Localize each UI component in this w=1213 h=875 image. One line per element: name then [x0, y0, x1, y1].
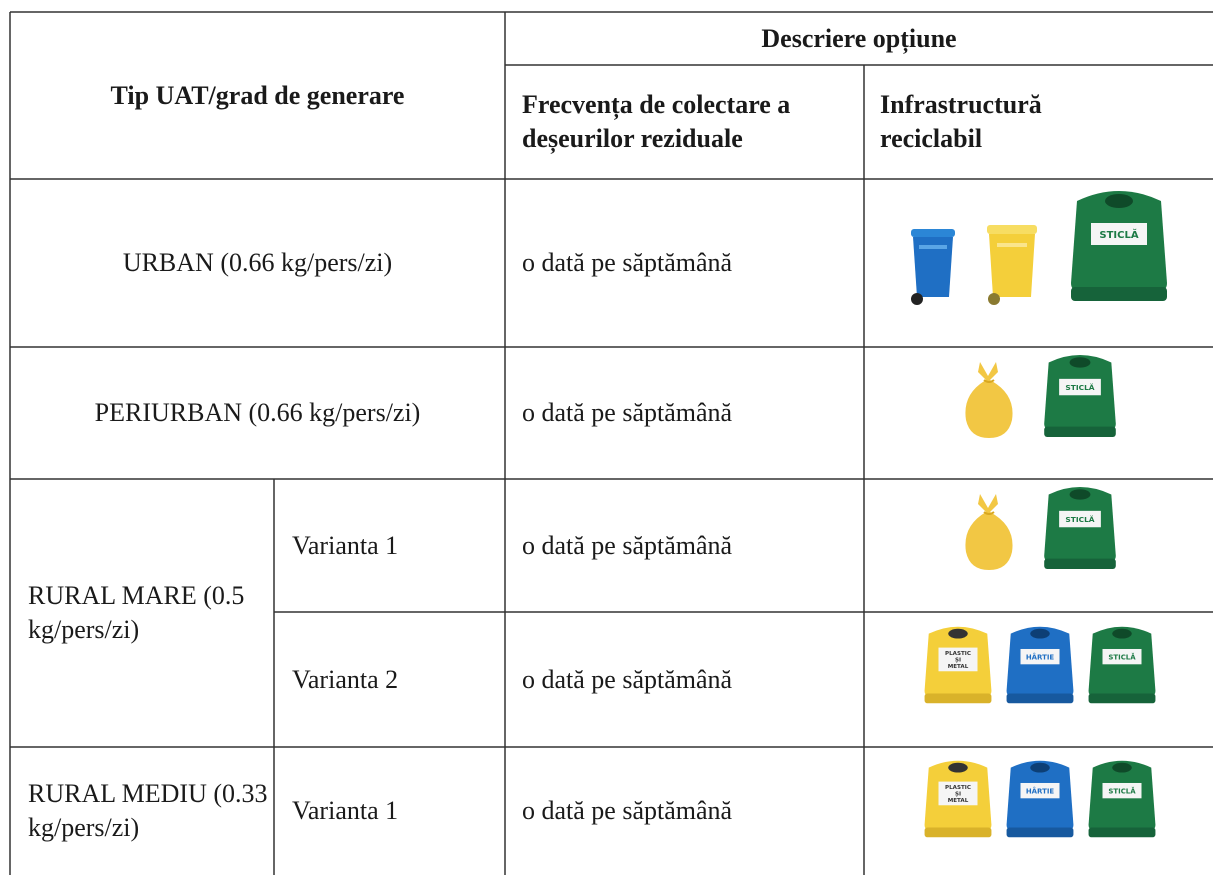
plastic-label-3: METAL: [947, 797, 968, 804]
row-periurban-icons: [866, 350, 1213, 440]
plastic-container-icon: [919, 622, 997, 708]
garbage-bag-icon: [958, 360, 1020, 440]
row-urban-frequency: o dată pe săptămână: [522, 248, 733, 277]
paper-container-icon: [1001, 756, 1079, 842]
row-rural-mare-v1-icons: [866, 482, 1213, 572]
glass-label: STICLĂ: [1064, 515, 1095, 525]
wheelie-bin-yellow-icon: [981, 223, 1043, 305]
row-rural-mare-v2-variant: Varianta 2: [292, 664, 399, 694]
plastic-label-1: PLASTIC: [944, 651, 971, 658]
glass-container-icon: [1083, 622, 1161, 708]
row-periurban-type: PERIURBAN (0.66 kg/pers/zi): [94, 398, 421, 427]
paper-container-icon: [1001, 622, 1079, 708]
plastic-label-1: PLASTIC: [944, 785, 971, 792]
row-rural-mediu-icons: [866, 750, 1213, 842]
row-rural-mare-v2-icons: [866, 616, 1213, 708]
paper-label: HÂRTIE: [1025, 653, 1054, 662]
row-rural-mare-v2-frequency: o dată pe săptămână: [522, 664, 733, 694]
wheelie-bin-blue-icon: [905, 227, 961, 305]
glass-container-icon: [1083, 756, 1161, 842]
glass-label: STICLĂ: [1098, 230, 1139, 241]
row-urban-type: URBAN (0.66 kg/pers/zi): [122, 248, 393, 277]
plastic-label-2: ȘI: [954, 657, 961, 664]
row-rural-mare-v1-variant: Varianta 1: [292, 530, 399, 560]
glass-label: STICLĂ: [1064, 383, 1095, 393]
header-description-option: Descriere opțiune: [761, 23, 957, 53]
plastic-label-2: ȘI: [954, 791, 961, 798]
paper-label: HÂRTIE: [1025, 787, 1054, 796]
glass-label: STICLĂ: [1107, 787, 1136, 796]
row-rural-mediu-variant: Varianta 1: [292, 796, 399, 825]
glass-container-icon: [1038, 484, 1122, 572]
header-frequency: Frecvența de colectare a deșeurilor reziduale: [522, 90, 791, 153]
glass-container-icon: [1038, 352, 1122, 440]
row-rural-mediu-type: RURAL MEDIU (0.33 kg/pers/zi): [28, 779, 268, 842]
header-type: Tip UAT/grad de generare: [110, 80, 405, 110]
row-urban-icons: [866, 185, 1213, 305]
header-infrastructure: Infrastructură reciclabil: [880, 90, 1042, 153]
row-rural-mare-type: RURAL MARE (0.5 kg/pers/zi): [28, 581, 245, 644]
garbage-bag-icon: [958, 492, 1020, 572]
row-periurban-frequency: o dată pe săptămână: [522, 398, 733, 427]
glass-label: STICLĂ: [1107, 653, 1136, 662]
glass-container-icon: [1063, 187, 1175, 305]
plastic-label-3: METAL: [947, 663, 968, 670]
row-rural-mediu-frequency: o dată pe săptămână: [522, 796, 733, 825]
row-rural-mare-v1-frequency: o dată pe săptămână: [522, 530, 733, 560]
plastic-container-icon: [919, 756, 997, 842]
